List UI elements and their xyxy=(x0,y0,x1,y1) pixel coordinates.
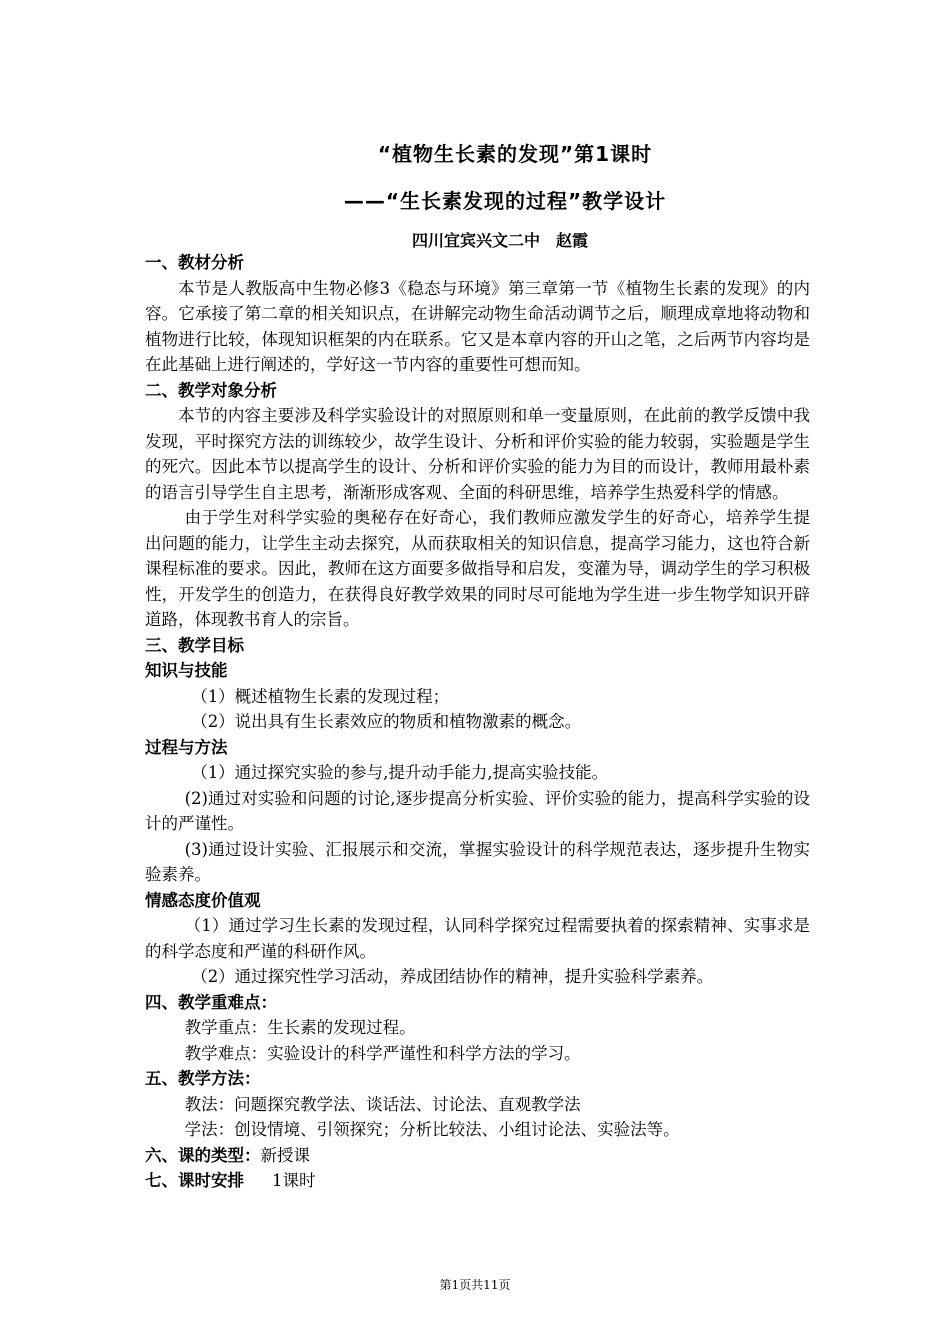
section-heading-7: 七、课时安排 xyxy=(145,1171,244,1190)
section-heading-1: 一、教材分析 xyxy=(145,253,244,272)
section-heading-3: 三、教学目标 xyxy=(145,635,244,655)
lesson-type-value: 新授课 xyxy=(260,1145,310,1165)
key-point-line: 教学重点：生长素的发现过程。 xyxy=(184,1018,416,1037)
author-line: 四川宜宾兴文二中 赵霞 xyxy=(411,231,588,250)
learning-method-line: 学法：创设情境、引领探究；分析比较法、小组讨论法、实验法等。 xyxy=(184,1120,680,1139)
difficulty-line: 教学难点：实验设计的科学严谨性和科学方法的学习。 xyxy=(184,1043,581,1063)
section-heading-5: 五、教学方法： xyxy=(145,1069,261,1088)
process-item-2: (2)通过对实验和问题的讨论,逐步提高分析实验、评价实验的能力，提高科学实验的设计的严谨性。 xyxy=(145,788,810,833)
section-2-paragraph-2: 由于学生对科学实验的奥秘存在好奇心，我们教师应激发学生的好奇心，培养学生提出问题的能力，让学生主动去探究，从而获取相关的知识信息，提高学习能力，这也符合新课程标准的要求。因此，教师在这方面要多做指导和启发，变灌为导，调动学生的学习积极性，开发学生的创造力，在获得良好教学效果的同时尽可能地为学生进一步生物学知识开辟道路，体现教书育人的宗旨。 xyxy=(145,508,810,629)
emotion-item-2: （2）通过探究性学习活动，养成团结协作的精神，提升实验科学素养。 xyxy=(191,967,714,986)
document-body xyxy=(145,250,810,1194)
section-1-paragraph: 本节是人教版高中生物必修3《稳态与环境》第三章第一节《植物生长素的发现》的内容。它承接了第二章的相关知识点，在讲解完动物生命活动调节之后，顺理成章地将动物和植物进行比较，体现知识框架的内在联系。它又是本章内容的开山之笔，之后两节内容均是在此基础上进行阐述的，学好这一节内容的重要性可想而知。 xyxy=(145,278,810,374)
section-heading-4: 四、教学重难点： xyxy=(145,992,277,1012)
knowledge-item-1: （1）概述植物生长素的发现过程； xyxy=(191,686,450,706)
section-heading-2: 二、教学对象分析 xyxy=(145,380,277,400)
section-6-line xyxy=(145,1143,810,1169)
page-footer: 第1页共11页 xyxy=(439,1278,511,1292)
process-item-3: (3)通过设计实验、汇报展示和交流，掌握实验设计的科学规范表达，逐步提升生物实验素养。 xyxy=(145,839,810,884)
subheading-knowledge: 知识与技能 xyxy=(145,661,228,680)
lesson-hours-value: 1课时 xyxy=(272,1171,316,1190)
section-2-paragraph-1: 本节的内容主要涉及科学实验设计的对照原则和单一变量原则，在此前的教学反馈中我发现，平时探究方法的训练较少，故学生设计、分析和评价实验的能力较弱，实验题是学生的死穴。因此本节以提高学生的设计、分析和评价实验的能力为目的而设计，教师用最朴素的语言引导学生自主思考，渐渐形成客观、全面的科研思维，培养学生热爱科学的情感。 xyxy=(145,406,810,502)
section-heading-6: 六、课的类型： xyxy=(145,1145,261,1165)
teaching-method-line: 教法：问题探究教学法、谈话法、讨论法、直观教学法 xyxy=(184,1094,581,1114)
section-7-line xyxy=(145,1168,810,1194)
document-subtitle: ——“生长素发现的过程”教学设计 xyxy=(343,189,667,213)
emotion-item-1: （1）通过学习生长素的发现过程，认同科学探究过程需要执着的探索精神、实事求是的科学态度和严谨的科研作风。 xyxy=(145,916,810,961)
document-title: “植物生长素的发现”第1课时 xyxy=(377,142,653,166)
knowledge-item-2: （2）说出具有生长素效应的物质和植物激素的概念。 xyxy=(191,712,582,731)
subheading-emotion: 情感态度价值观 xyxy=(145,890,261,910)
subheading-process: 过程与方法 xyxy=(145,737,228,757)
process-item-1: （1）通过探究实验的参与,提升动手能力,提高实验技能。 xyxy=(191,763,609,782)
